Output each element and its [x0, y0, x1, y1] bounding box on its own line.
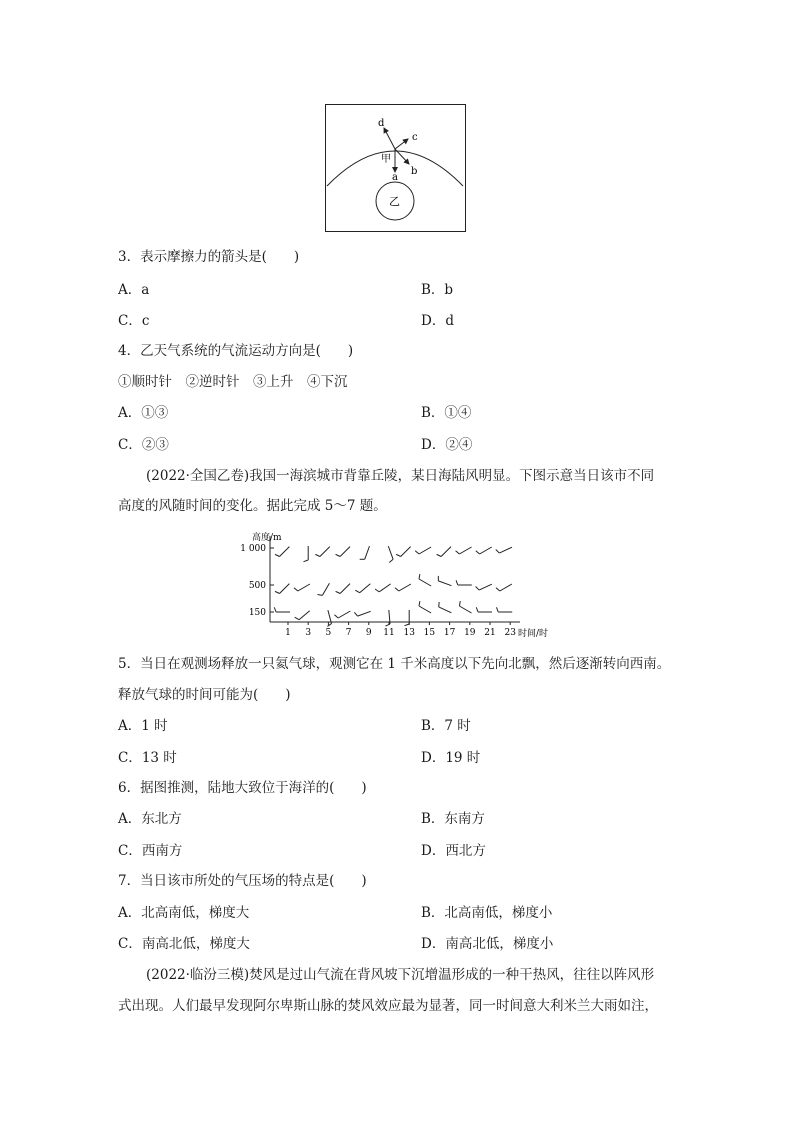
wind-barb: [438, 576, 451, 586]
passage2-line1: (2022·临汾三模)焚风是过山气流在背风坡下沉增温形成的一种干热风，往往以阵风形: [146, 967, 655, 983]
wind-barb: [419, 601, 431, 613]
wind-barb: [388, 546, 393, 562]
q5-stem-line2: 释放气球的时间可能为( ): [118, 687, 291, 703]
x-axis-label: 时间/时: [518, 629, 549, 639]
y-axis-label: 高度/m: [252, 533, 282, 543]
q3-option-b: B．b: [421, 282, 454, 298]
label-jia: 甲: [381, 154, 391, 165]
wind-barb: [275, 547, 289, 557]
wind-barb: [437, 547, 451, 557]
label-yi: 乙: [389, 195, 400, 208]
wind-barb: [315, 547, 329, 557]
wind-barb: [496, 584, 512, 591]
q4-items: ①顺时针 ②逆时针 ③上升 ④下沉: [118, 374, 348, 390]
wind-barb: [354, 611, 370, 616]
wind-barb: [375, 584, 391, 592]
passage1-line2: 高度的风随时间的变化。据此完成 5～7 题。: [118, 498, 387, 514]
q4-option-b: B．①④: [421, 405, 472, 421]
wind-barb: [419, 574, 431, 586]
arrow-c: [395, 139, 408, 149]
x-tick-label: 1: [285, 628, 291, 638]
x-tick-label: 15: [423, 628, 436, 638]
label-c: c: [412, 132, 418, 143]
q3-stem: 3．表示摩擦力的箭头是( ): [118, 249, 300, 265]
wind-barb: [317, 583, 329, 595]
wind-barb: [294, 584, 310, 591]
wind-barb: [396, 547, 410, 557]
wind-barb: [395, 584, 411, 591]
q6-option-c: C．西南方: [118, 843, 183, 859]
q3-option-c: C．c: [118, 313, 150, 329]
q6-option-b: B．东南方: [421, 811, 485, 827]
x-tick-label: 9: [365, 628, 372, 638]
q4-stem: 4．乙天气系统的气流运动方向是( ): [118, 343, 354, 359]
wind-barb: [295, 611, 310, 620]
x-tick-label: 13: [403, 628, 415, 638]
x-tick-label: 19: [464, 628, 476, 638]
wind-barb-chart: [232, 528, 562, 644]
x-tick-label: 11: [383, 628, 395, 638]
label-d: d: [378, 118, 385, 129]
wind-barb: [459, 601, 471, 613]
q5-option-d: D．19 时: [421, 750, 481, 766]
wind-barb: [456, 547, 472, 554]
q7-option-c: C．南高北低，梯度大: [118, 936, 250, 952]
q4-option-c: C．②③: [118, 437, 169, 453]
y-tick-label: 500: [248, 581, 266, 591]
x-tick-label: 3: [305, 628, 312, 638]
q3-option-d: D．d: [421, 313, 454, 329]
x-tick-label: 23: [504, 628, 516, 638]
wind-barb: [496, 547, 512, 553]
q7-stem: 7．当日该市所处的气压场的特点是( ): [118, 873, 367, 889]
force-diagram: [325, 104, 467, 234]
q5-option-b: B．7 时: [421, 718, 471, 734]
wind-barb: [415, 547, 431, 554]
q7-option-d: D．南高北低，梯度小: [421, 936, 554, 952]
wind-barb: [275, 584, 289, 594]
wind-barb: [496, 607, 512, 612]
wind-barb: [336, 547, 350, 557]
q5-option-a: A．1 时: [118, 718, 168, 734]
wind-barb: [355, 584, 370, 593]
wind-barb: [405, 610, 410, 626]
q4-option-d: D．②④: [421, 437, 473, 453]
q6-option-d: D．西北方: [421, 843, 486, 859]
wind-barb: [476, 584, 492, 590]
wind-barb: [456, 580, 472, 585]
y-tick-label: 150: [248, 608, 266, 618]
q3-option-a: A．a: [118, 282, 150, 298]
passage1-line1: (2022·全国乙卷)我国一海滨城市背靠丘陵，某日海陆风明显。下图示意当日该市不同: [146, 468, 655, 484]
wind-barb: [439, 602, 452, 613]
q7-option-a: A．北高南低，梯度大: [118, 905, 250, 921]
q6-stem: 6．据图推测，陆地大致位于海洋的( ): [118, 780, 367, 796]
q4-option-a: A．①③: [118, 405, 169, 421]
x-tick-label: 5: [325, 628, 332, 638]
x-tick-label: 7: [345, 628, 352, 638]
label-b: b: [411, 166, 418, 177]
passage2-line2: 式出现。人们最早发现阿尔卑斯山脉的焚风效应最为显著，同一时间意大利米兰大雨如注，: [118, 998, 658, 1014]
q5-option-c: C．13 时: [118, 750, 177, 766]
wind-barb: [476, 547, 492, 554]
q6-option-a: A．东北方: [118, 811, 182, 827]
wind-barb: [334, 611, 350, 618]
wind-barb: [304, 546, 309, 562]
arrow-d: [384, 128, 395, 149]
q5-stem-line1: 5．当日在观测场释放一只氦气球，观测它在 1 千米高度以下先向北飘，然后逐渐转向西南。: [118, 656, 671, 672]
wind-barb: [336, 584, 350, 594]
wind-barb: [476, 607, 492, 612]
wind-barb: [360, 546, 370, 559]
label-a: a: [392, 172, 398, 183]
q7-option-b: B．北高南低，梯度小: [421, 905, 553, 921]
x-tick-label: 21: [484, 628, 496, 638]
y-tick-label: 1 000: [240, 544, 266, 554]
x-tick-label: 17: [443, 628, 456, 638]
wind-barb: [274, 607, 290, 612]
